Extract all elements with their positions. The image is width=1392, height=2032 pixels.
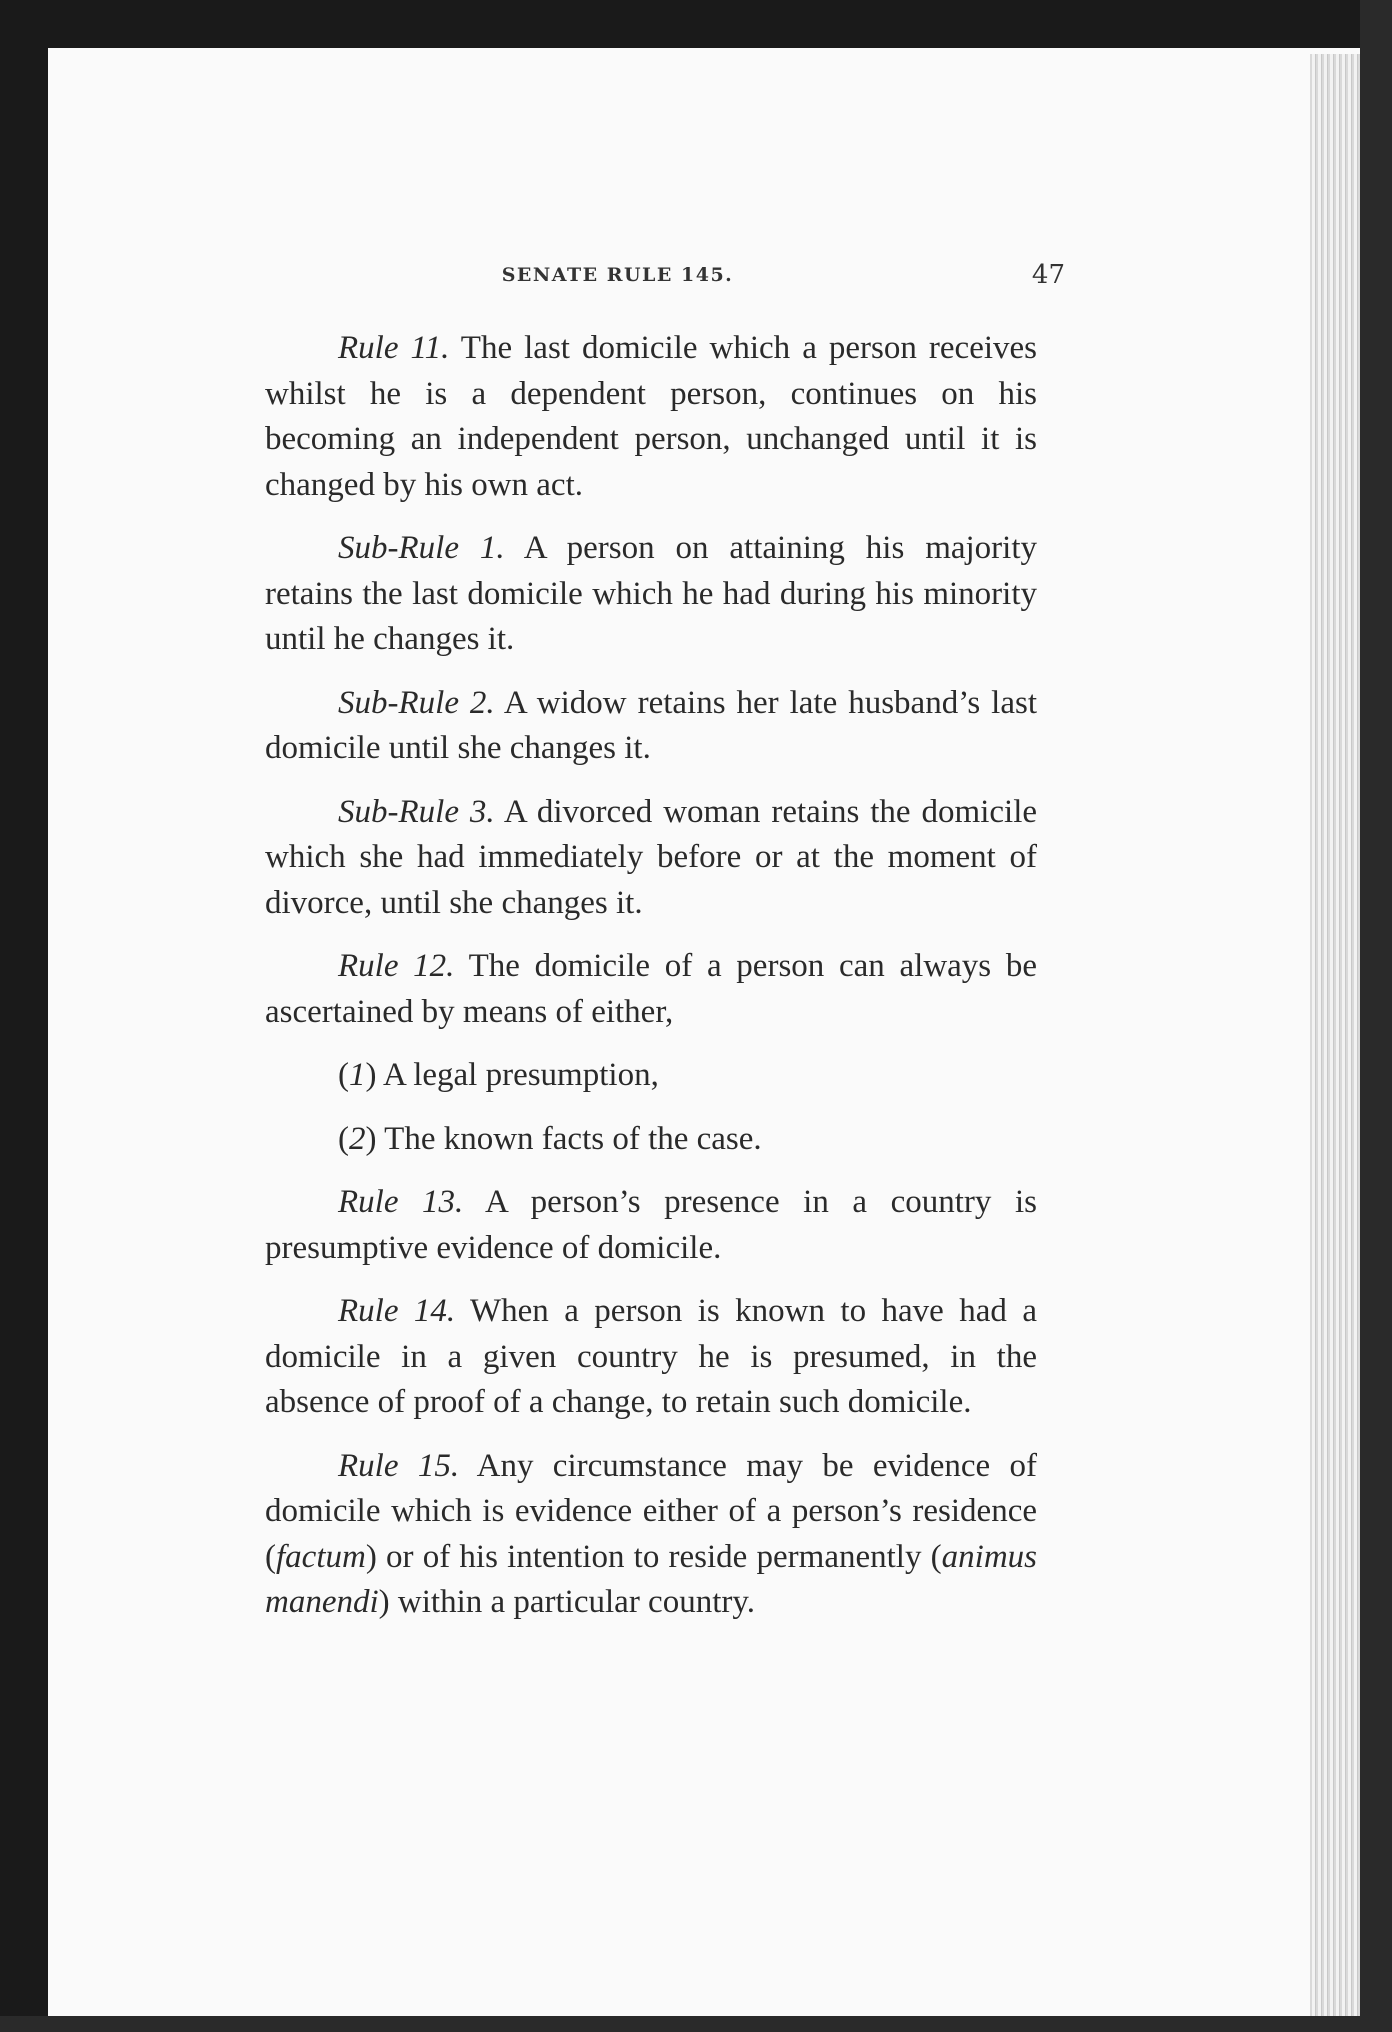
scan-border-right bbox=[1360, 0, 1392, 2032]
list-number: (2) bbox=[338, 1120, 377, 1157]
list-text: A legal presumption, bbox=[382, 1057, 659, 1093]
latin-term-factum: factum bbox=[276, 1538, 366, 1575]
rule-text-part: ) within a particular country. bbox=[378, 1584, 755, 1620]
rule-14-paragraph bbox=[265, 1289, 1037, 1426]
rule-text: The last domicile which a person receives whilst he is a dependent person, continues on his becoming an independent person, unchanged until it is changed by his own act. bbox=[265, 330, 1037, 503]
rule-13-paragraph bbox=[265, 1180, 1037, 1271]
sub-rule-2-paragraph bbox=[265, 681, 1037, 772]
rule-text-part: Any circumstance may be evidence of domicile which is evidence either of a person’s residence ( bbox=[265, 1447, 1037, 1575]
rule-label: Rule 12. bbox=[338, 948, 455, 984]
rule-text: The domicile of a person can always be ascertained by means of either, bbox=[265, 948, 1037, 1030]
rule-text: When a person is known to have had a domicile in a given country he is presumed, in the absence of proof of a change, to retain such domicile. bbox=[265, 1293, 1037, 1420]
page-number: 47 bbox=[1031, 260, 1065, 290]
scan-border-top bbox=[0, 0, 1392, 48]
running-head: SENATE RULE 145. bbox=[501, 264, 734, 286]
list-number: (1) bbox=[338, 1057, 377, 1093]
rule-12-item-2 bbox=[265, 1117, 1037, 1163]
sub-rule-3-paragraph bbox=[265, 790, 1037, 927]
rule-label: Rule 13. bbox=[338, 1184, 464, 1220]
rule-15-paragraph bbox=[265, 1444, 1037, 1626]
sub-rule-1-paragraph bbox=[265, 526, 1037, 663]
rule-text: A person’s presence in a country is presumptive evidence of domicile. bbox=[265, 1184, 1037, 1266]
rule-label: Rule 14. bbox=[338, 1293, 456, 1329]
rule-text: A widow retains her late husband’s last domicile until she changes it. bbox=[265, 684, 1037, 766]
scan-border-left bbox=[0, 0, 48, 2032]
rule-label: Sub-Rule 2. bbox=[338, 684, 495, 721]
rule-11-paragraph bbox=[265, 326, 1037, 508]
rule-12-item-1 bbox=[265, 1053, 1037, 1099]
scan-border-bottom bbox=[0, 2016, 1392, 2032]
rule-text-part: ) or of his intention to reside permanently ( bbox=[365, 1538, 942, 1575]
page-body bbox=[265, 326, 1037, 1644]
rule-text: A person on attaining his majority retains the last domicile which he had during his minority until he changes it. bbox=[265, 530, 1038, 657]
page-header bbox=[265, 260, 1065, 300]
rule-label: Rule 15. bbox=[338, 1447, 460, 1484]
latin-term-animus-manendi: animus manendi bbox=[265, 1538, 1037, 1620]
list-text: The known facts of the case. bbox=[384, 1120, 762, 1157]
rule-label: Sub-Rule 1. bbox=[338, 530, 505, 566]
rule-label: Rule 11. bbox=[338, 330, 450, 366]
rule-text: A divorced woman retains the domicile which she had immediately before or at the moment of divorce, until she changes it. bbox=[265, 793, 1038, 921]
rule-label: Sub-Rule 3. bbox=[338, 793, 495, 830]
page-edges bbox=[1310, 54, 1360, 2016]
rule-12-paragraph bbox=[265, 944, 1037, 1035]
